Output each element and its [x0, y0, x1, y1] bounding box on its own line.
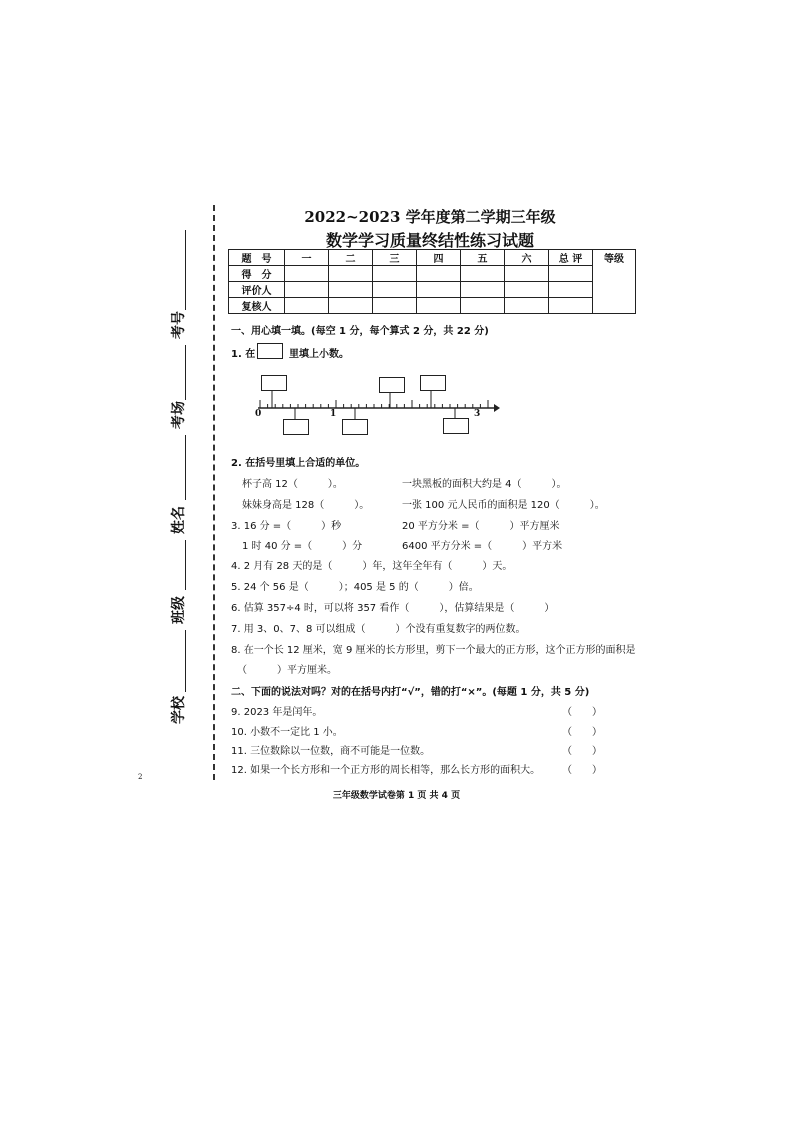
question-10: 10. 小数不一定比 1 小。 — [231, 727, 343, 738]
numberline-label-3: 3 — [474, 409, 481, 419]
question-2d: 一张 100 元人民币的面积是 120（ ）。 — [402, 500, 605, 511]
corner-mark: 2 — [138, 773, 143, 781]
class-label: 班级 — [171, 596, 187, 624]
numberline-answer-box[interactable] — [261, 375, 287, 391]
exam-title-line2: 数学学习质量终结性练习试题 — [325, 231, 534, 250]
question-12: 12. 如果一个长方形和一个正方形的周长相等，那么长方形的面积大。 — [231, 765, 541, 776]
question-2c: 妹妹身高是 128（ ）。 — [242, 500, 370, 511]
question-11: 11. 三位数除以一位数，商不可能是一位数。 — [231, 746, 431, 757]
exam-room-label: 考场 — [171, 401, 187, 429]
score-cell[interactable] — [505, 282, 549, 298]
numberline-answer-box[interactable] — [379, 377, 405, 393]
name-label: 姓名 — [171, 506, 187, 534]
score-row-label: 题 号 — [229, 250, 285, 266]
score-cell[interactable] — [329, 298, 373, 314]
numberline-answer-box[interactable] — [420, 375, 446, 391]
score-col-header: 五 — [461, 250, 505, 266]
score-table — [228, 249, 636, 314]
score-cell[interactable] — [373, 298, 417, 314]
score-cell[interactable] — [461, 282, 505, 298]
student-id-underline — [185, 230, 186, 310]
question-3a: 3. 16 分 =（ ）秒 — [231, 521, 342, 532]
student-id-label: 考号 — [171, 311, 187, 339]
score-cell[interactable] — [461, 266, 505, 282]
score-row-label: 评价人 — [229, 282, 285, 298]
question-8a: 8. 在一个长 12 厘米，宽 9 厘米的长方形里，剪下一个最大的正方形，这个正方形的面积是 — [231, 645, 636, 656]
score-col-header: 六 — [505, 250, 549, 266]
exam-title-line1: 2022~2023 学年度第二学期三年级 — [304, 208, 556, 226]
score-cell[interactable] — [417, 266, 461, 282]
numberline-answer-box[interactable] — [342, 419, 368, 435]
numberline-label-0: 0 — [255, 409, 262, 419]
score-cell[interactable] — [417, 282, 461, 298]
score-col-header: 总 评 — [549, 250, 593, 266]
question-11-answer[interactable]: （ ） — [562, 746, 602, 757]
score-col-header: 二 — [329, 250, 373, 266]
score-cell[interactable] — [373, 282, 417, 298]
score-cell[interactable] — [461, 298, 505, 314]
score-col-header: 四 — [417, 250, 461, 266]
question-3b: 20 平方分米 =（ ）平方厘米 — [402, 521, 560, 532]
question-3c: 1 时 40 分 =（ ）分 — [242, 541, 363, 552]
question-1-prefix: 1. 在 — [231, 349, 256, 360]
question-6: 6. 估算 357÷4 时，可以将 357 看作（ ），估算结果是（ ） — [231, 603, 555, 614]
numberline-label-1: 1 — [330, 409, 337, 419]
class-underline — [185, 540, 186, 590]
score-cell[interactable] — [329, 266, 373, 282]
question-8b: （ ）平方厘米。 — [237, 665, 337, 676]
question-9-answer[interactable]: （ ） — [562, 707, 602, 718]
name-underline — [185, 435, 186, 500]
page-footer: 三年级数学试卷第 1 页 共 4 页 — [332, 791, 461, 801]
score-cell[interactable] — [505, 298, 549, 314]
question-12-answer[interactable]: （ ） — [562, 765, 602, 776]
score-cell[interactable] — [285, 282, 329, 298]
section1-heading: 一、用心填一填。(每空 1 分，每个算式 2 分，共 22 分) — [231, 326, 489, 337]
grade-cell — [593, 250, 636, 314]
question-2b: 一块黑板的面积大约是 4（ ）。 — [402, 479, 567, 490]
binding-dashed-line — [213, 205, 215, 780]
question-3d: 6400 平方分米 =（ ）平方米 — [402, 541, 563, 552]
score-cell[interactable] — [549, 266, 593, 282]
question-9: 9. 2023 年是闰年。 — [231, 707, 323, 718]
question-1-suffix: 里填上小数。 — [289, 349, 349, 360]
question-7: 7. 用 3、0、7、8 可以组成（ ）个没有重复数字的两位数。 — [231, 624, 526, 635]
score-col-header: 三 — [373, 250, 417, 266]
section2-heading: 二、下面的说法对吗？对的在括号内打“√”，错的打“×”。(每题 1 分，共 5 分) — [231, 687, 590, 698]
numberline-answer-box[interactable] — [443, 418, 469, 434]
school-label: 学校 — [171, 696, 187, 724]
school-field — [163, 630, 199, 740]
question-10-answer[interactable]: （ ） — [562, 727, 602, 738]
student-id-field — [163, 230, 199, 340]
score-row-label: 复核人 — [229, 298, 285, 314]
school-underline — [185, 630, 186, 692]
question-5: 5. 24 个 56 是（ ）；405 是 5 的（ ）倍。 — [231, 582, 479, 593]
score-cell[interactable] — [285, 298, 329, 314]
grade-label: 等级 — [604, 254, 624, 265]
score-cell[interactable] — [373, 266, 417, 282]
name-field — [163, 435, 199, 545]
question-2: 2. 在括号里填上合适的单位。 — [231, 458, 366, 469]
answer-box-sample — [257, 343, 283, 359]
question-4: 4. 2 月有 28 天的是（ ）年，这年全年有（ ）天。 — [231, 561, 513, 572]
score-row-label: 得 分 — [229, 266, 285, 282]
score-cell[interactable] — [417, 298, 461, 314]
score-cell[interactable] — [285, 266, 329, 282]
score-col-header: 一 — [285, 250, 329, 266]
numberline-answer-box[interactable] — [283, 419, 309, 435]
question-2a: 杯子高 12（ ）。 — [242, 479, 343, 490]
score-cell[interactable] — [549, 282, 593, 298]
score-cell[interactable] — [505, 266, 549, 282]
score-cell[interactable] — [329, 282, 373, 298]
exam-room-underline — [185, 345, 186, 400]
score-cell[interactable] — [549, 298, 593, 314]
